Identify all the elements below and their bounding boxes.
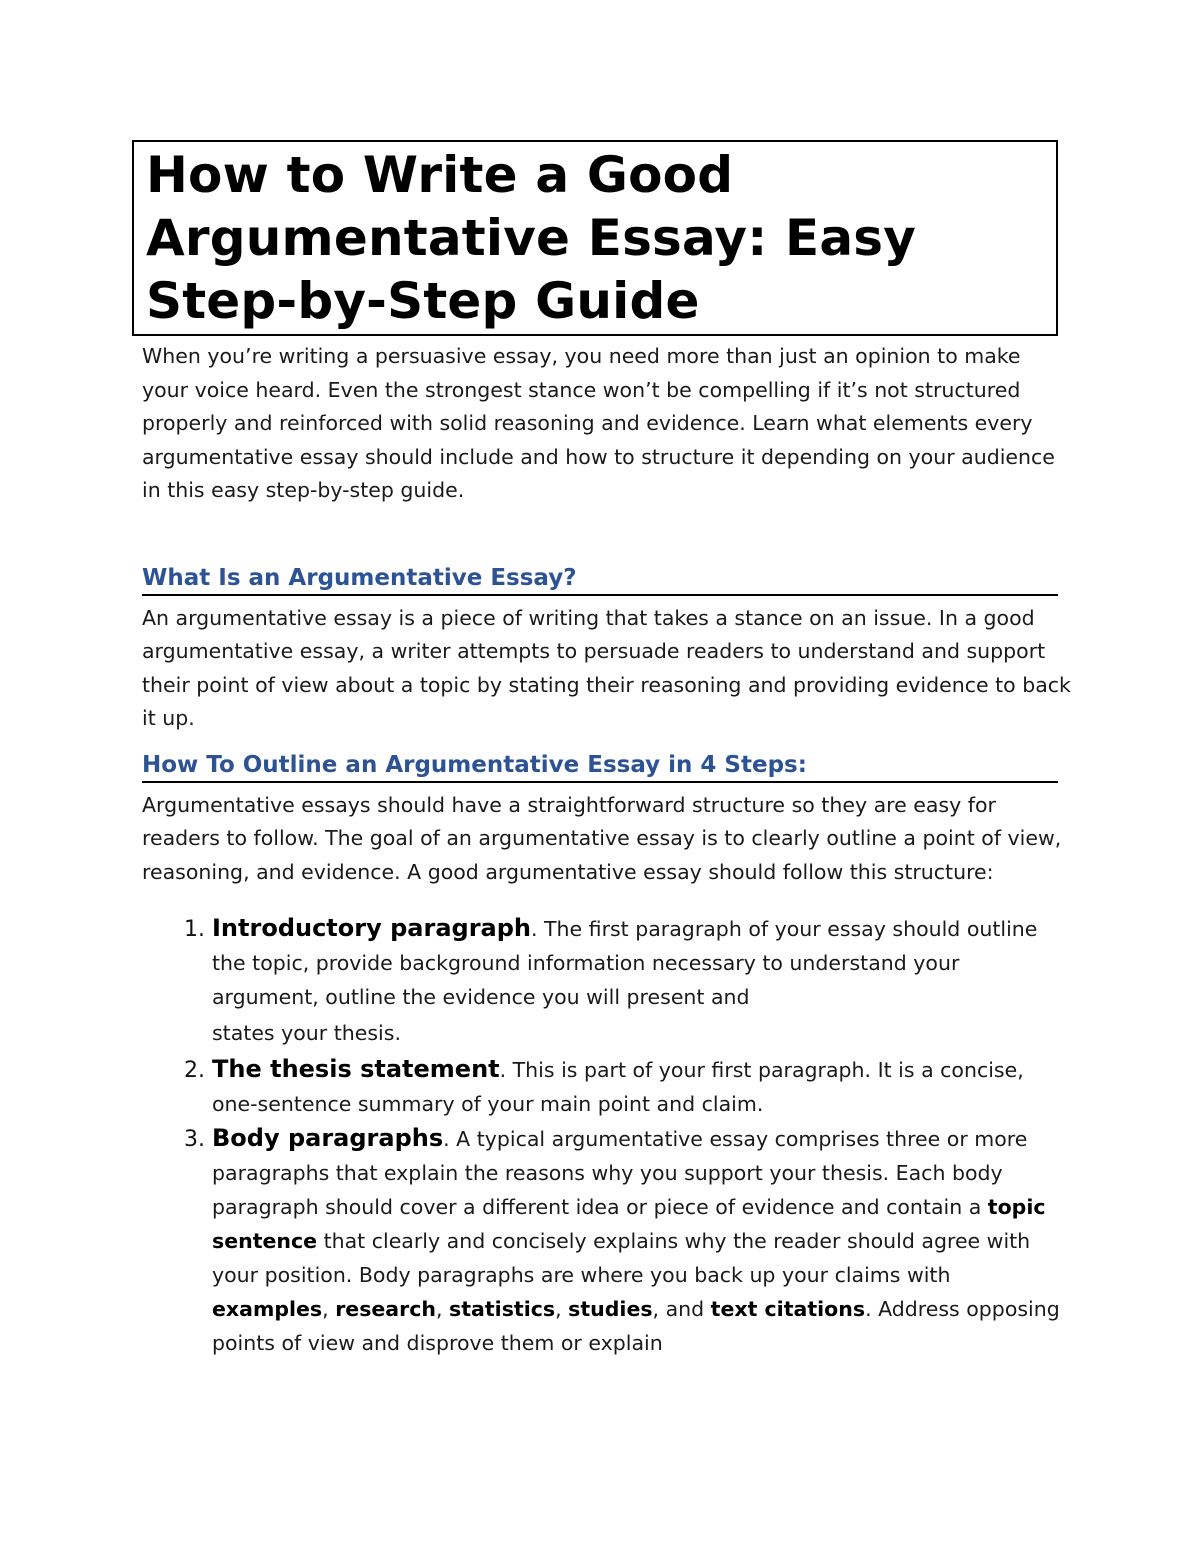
step-lead: The thesis statement [212, 1055, 500, 1084]
separator: , [322, 1297, 336, 1322]
document-title: How to Write a Good Argumentative Essay: Easy Step-by-Step Guide [146, 146, 917, 330]
step-text: . The first paragraph of your essay should outline the topic, provide background information necessary to understand your argument, outline the evidence you will present and [212, 917, 1038, 1010]
step-text: . This is part of your first paragraph. It is a concise, one-sentence summary of your main point and claim. [212, 1058, 1024, 1117]
step-text: . A typical argumentative essay comprises three or more paragraphs that explain the reasons why you support your thesis. Each body paragraph should cover a different idea or piece of evidence and contain a [212, 1127, 1028, 1220]
keyword-statistics: statistics [449, 1297, 556, 1322]
keyword-examples: examples [212, 1297, 323, 1322]
section-how-to-outline-body: Argumentative essays should have a straightforward structure so they are easy for readers to follow. The goal of an argumentative essay is to clearly outline a point of view, reasoning, and evidence. A good argumentative essay should follow this structure: [142, 792, 1062, 884]
keyword-research: research [335, 1297, 436, 1322]
title-box [132, 140, 1058, 336]
list-item [212, 911, 1072, 1052]
section-heading-what-is: What Is an Argumentative Essay? [142, 562, 1058, 596]
section-heading-how-to-outline: How To Outline an Argumentative Essay in 4 Steps: [142, 749, 1058, 783]
separator: , and [652, 1297, 711, 1322]
separator: , [436, 1297, 450, 1322]
list-item [212, 1121, 1072, 1360]
section-what-is-body: An argumentative essay is a piece of writing that takes a stance on an issue. In a good argumentative essay, a writer attempts to persuade readers to understand and support their point of view about a topic by stating their reasoning and providing evidence to back it up. [142, 605, 1071, 731]
steps-list [142, 911, 1072, 1360]
list-item [212, 1052, 1072, 1121]
step-text-tail: states your thesis. [212, 1021, 401, 1046]
step-text: that clearly and concisely explains why the reader should agree with your position. Body paragraphs are where you back up your claims with [212, 1229, 1031, 1288]
step-text: . Address opposing points of view and disprove them or explain [212, 1297, 1060, 1356]
keyword-text-citations: text citations [710, 1297, 866, 1322]
keyword-studies: studies [568, 1297, 653, 1322]
document-content [142, 140, 1072, 1360]
step-lead: Body paragraphs [212, 1124, 444, 1153]
keyword-topic-sentence: topic sentence [212, 1195, 1046, 1254]
step-lead: Introductory paragraph [212, 914, 531, 943]
separator: , [555, 1297, 569, 1322]
intro-paragraph: When you’re writing a persuasive essay, you need more than just an opinion to make your voice heard. Even the strongest stance won’t be compelling if it’s not structured properly and reinforced with solid reasoning and evidence. Learn what elements every argumentative essay should include and how to structure it depending on your audience in this easy step-by-step guide. [142, 344, 1055, 503]
